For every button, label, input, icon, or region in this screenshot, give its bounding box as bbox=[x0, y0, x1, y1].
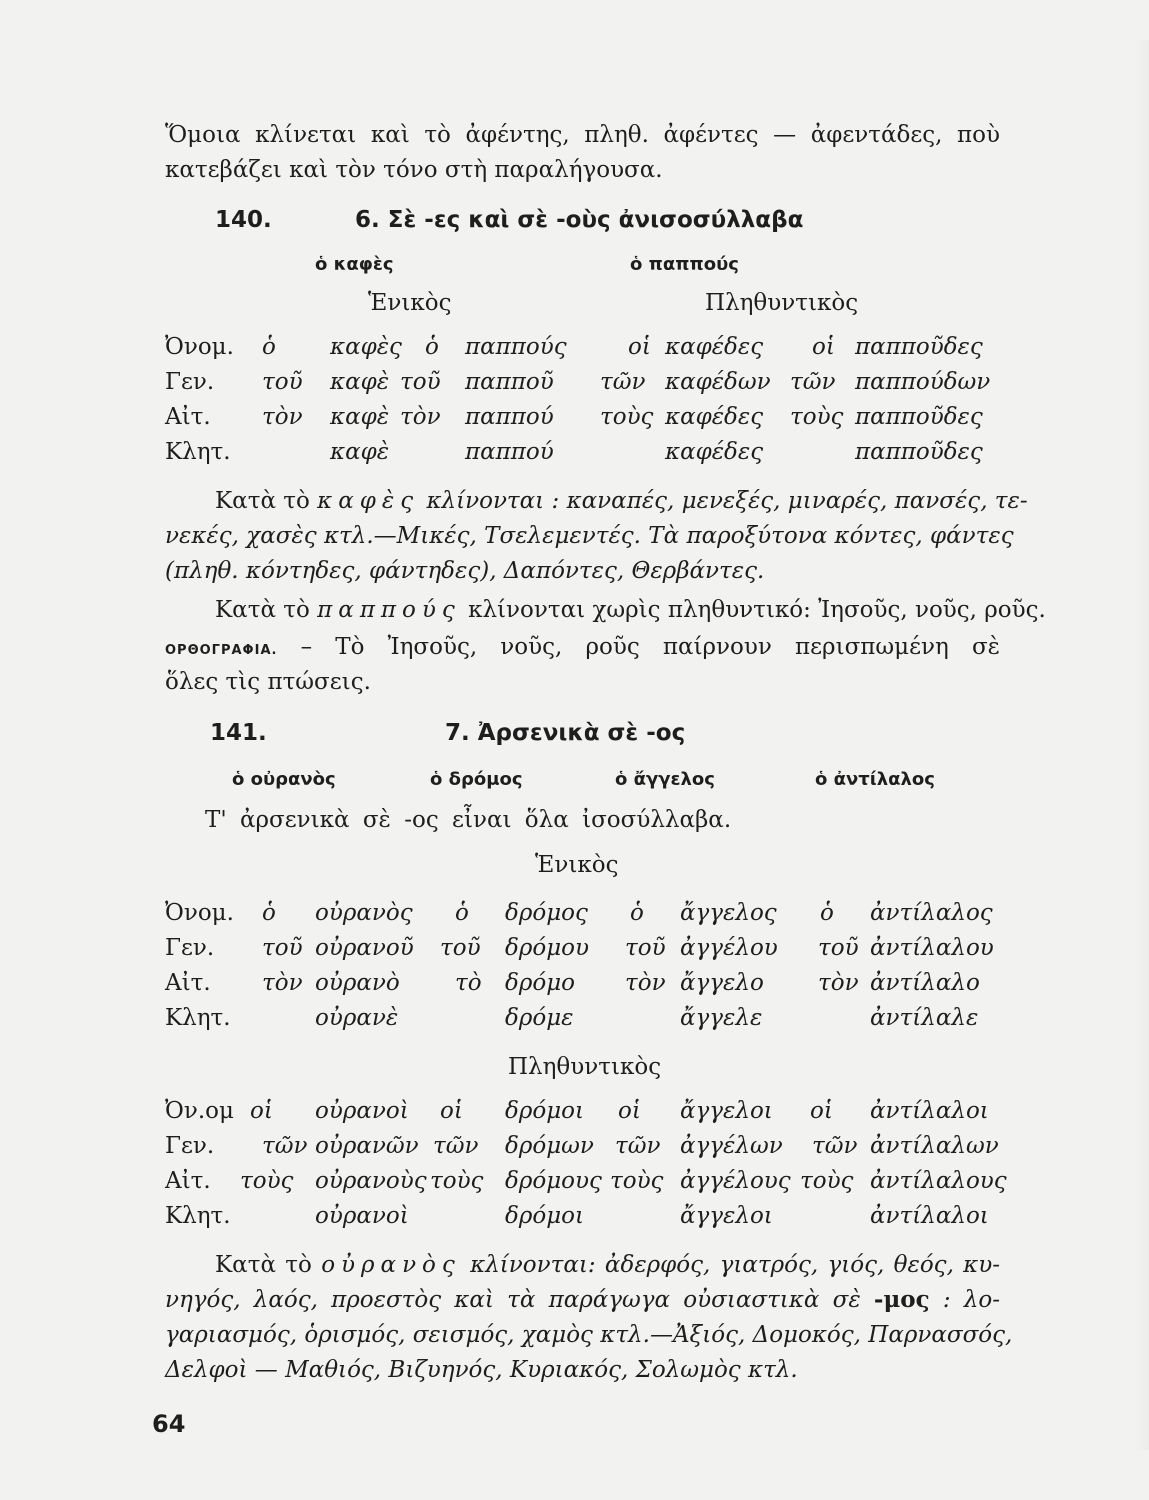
form-cell: παππού bbox=[465, 404, 554, 430]
singular-label-140: Ἑνικὸς bbox=[368, 290, 452, 316]
form-cell: οὐρανοὶ bbox=[315, 1098, 409, 1124]
form-cell: δρόμου bbox=[505, 935, 589, 961]
form-cell: δρόμοι bbox=[505, 1098, 585, 1124]
article-cell: ὁ bbox=[820, 900, 834, 926]
article-dromos: ὁ δρόμος bbox=[430, 769, 523, 790]
article-cell: τὸν bbox=[262, 970, 303, 996]
article-cell: τὸ bbox=[455, 970, 482, 996]
case-label: Ὀν.ομ bbox=[165, 1098, 234, 1124]
article-cell: τοὺς bbox=[800, 1168, 854, 1194]
form-cell: καφὲ bbox=[330, 439, 390, 465]
form-cell: οὐρανοῦ bbox=[315, 935, 414, 961]
article-cell: τοὺς bbox=[610, 1168, 664, 1194]
form-cell: καφὲς bbox=[330, 334, 402, 360]
plural-label-140: Πληθυντικὸς bbox=[705, 290, 859, 316]
form-cell: καφέδες bbox=[665, 404, 764, 430]
article-cell: τῶν bbox=[615, 1133, 661, 1159]
form-cell: ἄγγελο bbox=[680, 970, 764, 996]
case-label: Αἰτ. bbox=[165, 404, 211, 430]
text-run: Κατὰ τὸ bbox=[215, 488, 310, 514]
form-cell: οὐρανὸ bbox=[315, 970, 400, 996]
form-cell: ἀντίλαλοι bbox=[870, 1203, 989, 1229]
form-cell: δρόμοι bbox=[505, 1203, 585, 1229]
page-edge-shadow bbox=[1133, 40, 1149, 1450]
article-cell: ὁ bbox=[262, 334, 276, 360]
paragraph-kafes-line-3: (πληθ. κόντηδες, φάντηδες), Δαπόντες, Θερβάντες. bbox=[165, 558, 765, 584]
form-cell: ἀγγέλους bbox=[680, 1168, 791, 1194]
form-cell: ἀγγέλου bbox=[680, 935, 778, 961]
emphasized-word: οὐρανὸς bbox=[321, 1252, 461, 1278]
article-cell: τὸν bbox=[400, 404, 441, 430]
section-140-title: 6. Σὲ -ες καὶ σὲ -οὺς ἀνισοσύλλαβα bbox=[355, 207, 804, 233]
form-cell: παπποῦ bbox=[465, 369, 554, 395]
form-cell: δρόμο bbox=[505, 970, 576, 996]
article-cell: τῶν bbox=[600, 369, 646, 395]
form-cell: οὐρανῶν bbox=[315, 1133, 419, 1159]
text-run: κλίνονται χωρὶς πληθυντικό: Ἰησοῦς, νοῦς, ροῦς. bbox=[468, 597, 1046, 623]
form-cell: οὐρανοὶ bbox=[315, 1203, 409, 1229]
text-run: κλίνονται : καναπές, μενεξές, μιναρές, πανσές, τε- bbox=[426, 488, 1028, 514]
form-cell: ἀντίλαλε bbox=[870, 1005, 979, 1031]
form-cell: ἄγγελος bbox=[680, 900, 777, 926]
form-cell: ἄγγελοι bbox=[680, 1203, 773, 1229]
article-cell: οἱ bbox=[250, 1098, 273, 1124]
form-cell: παπποῦδες bbox=[855, 439, 983, 465]
article-cell: τοῦ bbox=[440, 935, 481, 961]
text-run: – Τὸ Ἰησοῦς, νοῦς, ροῦς παίρνουν περισπωμένη σὲ bbox=[300, 634, 1000, 660]
article-cell: τοῦ bbox=[400, 369, 441, 395]
paragraph-ouranos-line-1 bbox=[215, 1250, 1000, 1280]
case-label: Αἰτ. bbox=[165, 1168, 211, 1194]
article-cell: τοῦ bbox=[625, 935, 666, 961]
article-cell: τῶν bbox=[812, 1133, 858, 1159]
form-cell: ἀντίλαλου bbox=[870, 935, 994, 961]
case-label: Ὀνομ. bbox=[165, 334, 234, 360]
case-label: Ὀνομ. bbox=[165, 900, 234, 926]
article-cell: οἱ bbox=[810, 1098, 833, 1124]
section-141-title: 7. Ἀρσενικὰ σὲ -ος bbox=[445, 720, 686, 746]
form-cell: ἀντίλαλο bbox=[870, 970, 980, 996]
form-cell: καφέδες bbox=[665, 334, 764, 360]
form-cell: καφέδων bbox=[665, 369, 771, 395]
form-cell: ἄγγελε bbox=[680, 1005, 763, 1031]
text-run: Κατὰ τὸ bbox=[215, 1252, 312, 1278]
form-cell: ἀντίλαλων bbox=[870, 1133, 999, 1159]
text-run: νηγός, λαός, προεστὸς καὶ τὰ παράγωγα οὐσιαστικὰ σὲ bbox=[165, 1287, 861, 1313]
article-angelos: ὁ ἄγγελος bbox=[615, 769, 715, 790]
form-cell: παπποῦδες bbox=[855, 404, 983, 430]
article-cell: οἱ bbox=[440, 1098, 463, 1124]
text-run: κλίνονται: ἀδερφός, γιατρός, γιός, θεός, κυ- bbox=[470, 1252, 1001, 1278]
paragraph-ouranos-line-2 bbox=[165, 1285, 1000, 1315]
form-cell: οὐρανὸς bbox=[315, 900, 413, 926]
orthography-label: ΟΡΘΟΓΡΑΦΙΑ. bbox=[165, 643, 278, 658]
article-cell: τοὺς bbox=[430, 1168, 484, 1194]
article-cell: τῶν bbox=[790, 369, 836, 395]
form-cell: δρόμους bbox=[505, 1168, 602, 1194]
article-cell: οἱ bbox=[812, 334, 835, 360]
singular-label-141: Ἑνικὸς bbox=[535, 852, 619, 878]
paragraph-ouranos-line-3: γαριασμός, ὁρισμός, σεισμός, χαμὸς κτλ.—Ἀξιός, Δομοκός, Παρνασσός, bbox=[165, 1322, 1013, 1348]
plural-label-141: Πληθυντικὸς bbox=[508, 1054, 662, 1080]
orthography-note-line-2: ὅλες τὶς πτώσεις. bbox=[165, 669, 371, 695]
form-cell: οὐρανὲ bbox=[315, 1005, 399, 1031]
article-cell: τὸν bbox=[262, 404, 303, 430]
paragraph-ouranos-line-4: Δελφοὶ — Μαθιός, Βιζυηνός, Κυριακός, Σολωμὸς κτλ. bbox=[165, 1357, 798, 1383]
orthography-note-line-1 bbox=[165, 632, 1000, 666]
form-cell: καφὲ bbox=[330, 404, 390, 430]
form-cell: καφέδες bbox=[665, 439, 764, 465]
article-ouranos: ὁ οὐρανὸς bbox=[232, 769, 336, 790]
section-141-intro: Τ' ἀρσενικὰ σὲ -ος εἶναι ὅλα ἰσοσύλλαβα. bbox=[205, 807, 732, 833]
article-cell: ὁ bbox=[630, 900, 644, 926]
paragraph-kafes-line-1 bbox=[215, 486, 1028, 516]
text-run: Κατὰ τὸ bbox=[215, 597, 310, 623]
form-cell: παππού bbox=[465, 439, 554, 465]
form-cell: καφὲ bbox=[330, 369, 390, 395]
suffix-bold: -μος bbox=[873, 1286, 930, 1313]
article-pappous: ὁ παππούς bbox=[630, 254, 739, 275]
page-number: 64 bbox=[152, 1410, 186, 1438]
article-cell: τοὺς bbox=[600, 404, 654, 430]
intro-line-1: Ὅμοια κλίνεται καὶ τὸ ἀφέντης, πληθ. ἀφέντες — ἀφεντάδες, ποὺ bbox=[165, 122, 1000, 148]
form-cell: παπποῦδες bbox=[855, 334, 983, 360]
form-cell: ἄγγελοι bbox=[680, 1098, 773, 1124]
form-cell: παππούς bbox=[465, 334, 567, 360]
text-run: : λο- bbox=[942, 1287, 1001, 1313]
form-cell: ἀντίλαλους bbox=[870, 1168, 1007, 1194]
article-cell: τοῦ bbox=[818, 935, 859, 961]
article-cell: τὸν bbox=[818, 970, 859, 996]
case-label: Κλητ. bbox=[165, 1203, 231, 1229]
case-label: Κλητ. bbox=[165, 439, 231, 465]
article-cell: τῶν bbox=[262, 1133, 308, 1159]
form-cell: παππούδων bbox=[855, 369, 991, 395]
case-label: Αἰτ. bbox=[165, 970, 211, 996]
form-cell: ἀντίλαλοι bbox=[870, 1098, 989, 1124]
article-cell: οἱ bbox=[618, 1098, 641, 1124]
emphasized-word: καφὲς bbox=[317, 488, 420, 514]
case-label: Γεν. bbox=[165, 369, 215, 395]
article-cell: ὁ bbox=[425, 334, 439, 360]
article-cell: τοὺς bbox=[790, 404, 844, 430]
form-cell: ἀγγέλων bbox=[680, 1133, 783, 1159]
case-label: Κλητ. bbox=[165, 1005, 231, 1031]
form-cell: ἀντίλαλος bbox=[870, 900, 993, 926]
section-141-number: 141. bbox=[210, 720, 267, 746]
article-cell: τοὺς bbox=[240, 1168, 294, 1194]
form-cell: δρόμε bbox=[505, 1005, 574, 1031]
article-cell: τῶν bbox=[433, 1133, 479, 1159]
article-cell: τοῦ bbox=[262, 935, 303, 961]
form-cell: οὐρανοὺς bbox=[315, 1168, 427, 1194]
article-cell: οἱ bbox=[628, 334, 651, 360]
emphasized-word: παππούς bbox=[317, 597, 461, 623]
article-cell: ὁ bbox=[455, 900, 469, 926]
case-label: Γεν. bbox=[165, 1133, 215, 1159]
article-cell: τοῦ bbox=[262, 369, 303, 395]
case-label: Γεν. bbox=[165, 935, 215, 961]
section-140-number: 140. bbox=[215, 207, 272, 233]
article-cell: ὁ bbox=[262, 900, 276, 926]
form-cell: δρόμος bbox=[505, 900, 588, 926]
form-cell: δρόμων bbox=[505, 1133, 594, 1159]
article-antilalos: ὁ ἀντίλαλος bbox=[815, 769, 935, 790]
article-kafes: ὁ καφὲς bbox=[315, 254, 394, 275]
intro-line-2: κατεβάζει καὶ τὸν τόνο στὴ παραλήγουσα. bbox=[165, 157, 663, 183]
article-cell: τὸν bbox=[625, 970, 666, 996]
paragraph-pappous bbox=[215, 595, 1046, 625]
paragraph-kafes-line-2: νεκές, χασὲς κτλ.—Μικές, Τσελεμεντές. Τὰ παροξύτονα κόντες, φάντες bbox=[165, 523, 1014, 549]
